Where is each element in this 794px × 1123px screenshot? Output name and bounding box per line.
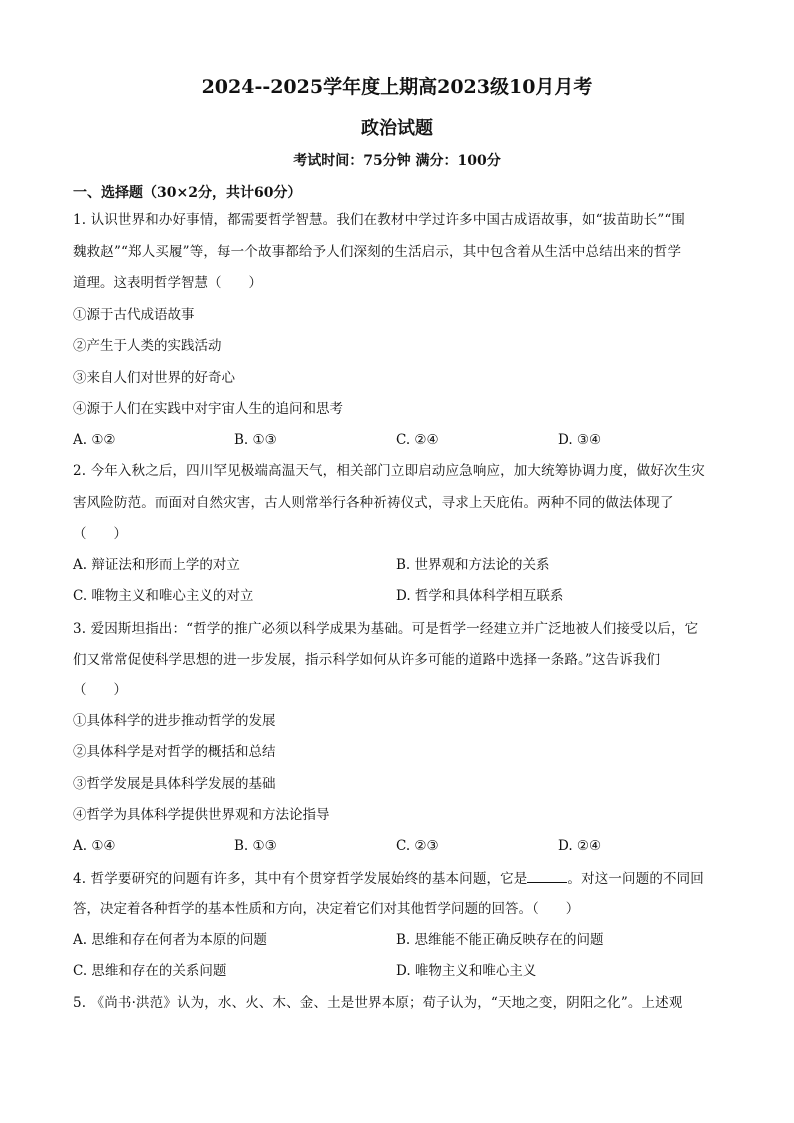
question-1-item-4: ④源于人们在实践中对宇宙人生的追问和思考 [73, 401, 343, 417]
exam-title: 2024--2025学年度上期高2023级10月月考 [201, 76, 593, 98]
question-3-item-4: ④哲学为具体科学提供世界观和方法论指导 [73, 807, 330, 823]
question-4-option-c[interactable]: C. 思维和存在的关系问题 [73, 963, 227, 979]
question-1-option-b[interactable]: B. ①③ [234, 432, 277, 448]
section-heading: 一、选择题（30×2分，共计60分） [73, 185, 302, 201]
question-3-line-1: 3. 爱因斯坦指出：“哲学的推广必须以科学成果为基础。可是哲学一经建立并广泛地被人们接受以后，它 [73, 621, 699, 637]
question-5-line-1: 5. 《尚书·洪范》认为，水、火、木、金、土是世界本原；荀子认为，“天地之变，阴阳之化”。上述观 [73, 995, 683, 1011]
question-3-option-d[interactable]: D. ②④ [558, 838, 602, 854]
question-3-item-2: ②具体科学是对哲学的概括和总结 [73, 744, 276, 760]
question-3-item-3: ③哲学发展是具体科学发展的基础 [73, 776, 276, 792]
question-3-line-3: （ ） [73, 682, 127, 698]
question-2-option-b[interactable]: B. 世界观和方法论的关系 [396, 557, 550, 573]
question-4-text-after-blank: 。对这一问题的不同回 [567, 871, 704, 887]
question-4-line-1 [73, 868, 723, 889]
question-4-text-before-blank: 4. 哲学要研究的问题有许多，其中有个贯穿哲学发展始终的基本问题，它是 [73, 871, 528, 887]
question-2-line-1: 2. 今年入秋之后，四川罕见极端高温天气，相关部门立即启动应急响应，加大统筹协调力度，做好次生灾 [73, 463, 705, 479]
subject-title: 政治试题 [361, 118, 433, 139]
question-1-line-2: 魏救赵”“郑人买履”等，每一个故事都给予人们深刻的生活启示，其中包含着从生活中总结出来的哲学 [73, 244, 682, 260]
question-2-option-a[interactable]: A. 辩证法和形而上学的对立 [73, 557, 240, 573]
question-1-option-a[interactable]: A. ①② [73, 432, 116, 448]
question-1-line-3: 道理。这表明哲学智慧（ ） [73, 275, 262, 291]
question-4-line-2: 答，决定着各种哲学的基本性质和方向，决定着它们对其他哲学问题的回答。（ ） [73, 901, 580, 917]
question-1-line-1: 1. 认识世界和办好事情，都需要哲学智慧。我们在教材中学过许多中国古成语故事，如“拔苗助长”“围 [73, 212, 686, 228]
question-2-option-d[interactable]: D. 哲学和具体科学相互联系 [396, 588, 564, 604]
question-1-item-3: ③来自人们对世界的好奇心 [73, 370, 235, 386]
question-2-option-c[interactable]: C. 唯物主义和唯心主义的对立 [73, 588, 254, 604]
exam-info: 考试时间：75分钟 满分：100分 [293, 153, 501, 169]
question-1-item-2: ②产生于人类的实践活动 [73, 338, 222, 354]
question-3-option-a[interactable]: A. ①④ [73, 838, 116, 854]
question-4-option-a[interactable]: A. 思维和存在何者为本原的问题 [73, 932, 267, 948]
question-4-option-b[interactable]: B. 思维能不能正确反映存在的问题 [396, 932, 604, 948]
question-2-line-3: （ ） [73, 526, 127, 542]
question-3-option-c[interactable]: C. ②③ [396, 838, 439, 854]
question-3-item-1: ①具体科学的进步推动哲学的发展 [73, 713, 276, 729]
question-1-option-c[interactable]: C. ②④ [396, 432, 439, 448]
question-1-item-1: ①源于古代成语故事 [73, 307, 195, 323]
question-3-option-b[interactable]: B. ①③ [234, 838, 277, 854]
question-2-line-2: 害风险防范。而面对自然灾害，古人则常举行各种祈祷仪式，寻求上天庇佑。两种不同的做法体现了 [73, 495, 674, 511]
answer-blank [527, 868, 567, 883]
question-3-line-2: 们又常常促使科学思想的进一步发展，指示科学如何从许多可能的道路中选择一条路。”这告诉我们 [73, 652, 661, 668]
question-4-option-d[interactable]: D. 唯物主义和唯心主义 [396, 963, 537, 979]
question-1-option-d[interactable]: D. ③④ [558, 432, 602, 448]
